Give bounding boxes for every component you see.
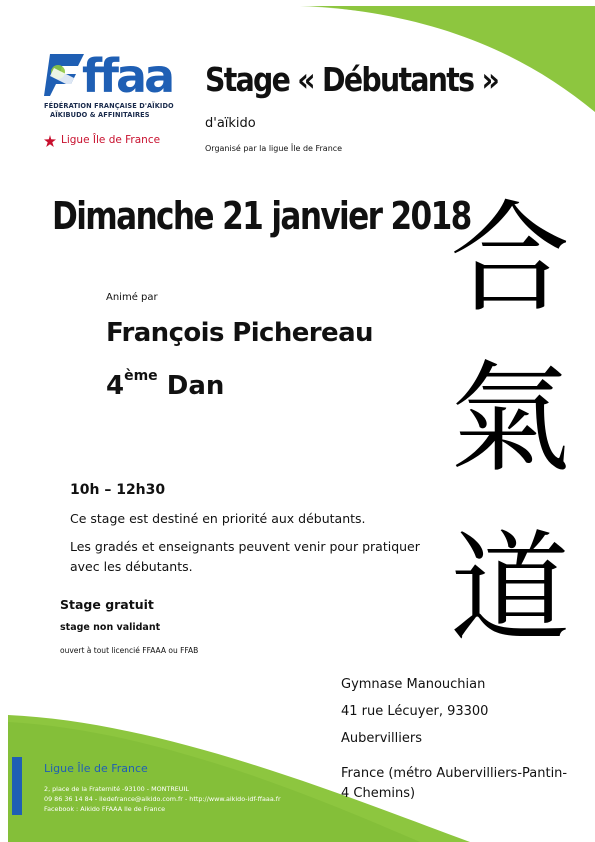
event-date: Dimanche 21 janvier 2018 xyxy=(52,194,471,238)
venue-transport-line2: 4 Chemins) xyxy=(341,786,416,801)
ffaaa-mark-icon xyxy=(44,48,174,100)
kanji-ai: 合 xyxy=(450,190,570,329)
footer-ligue-label: Ligue Île de France xyxy=(44,762,148,775)
teacher-name: François Pichereau xyxy=(106,318,373,348)
logo-ligue-label: Ligue Île de France xyxy=(61,134,161,146)
federation-name-line1: FÉDÉRATION FRANÇAISE D'AÏKIDO xyxy=(44,102,174,110)
animated-by-label: Animé par xyxy=(106,292,158,303)
organiser-text: Organisé par la ligue Île de France xyxy=(205,144,343,153)
priority-text: Ce stage est destiné en priorité aux débutants. xyxy=(70,511,366,526)
venue-name: Gymnase Manouchian xyxy=(341,677,486,692)
red-star-icon xyxy=(44,135,56,147)
grade-number: 4 xyxy=(106,371,125,401)
kanji-ki: 氣 xyxy=(450,350,570,489)
kanji-do: 道 xyxy=(450,520,570,659)
logo-brand-text: ffaa xyxy=(82,49,173,100)
non-validant-label: stage non validant xyxy=(60,622,161,633)
subtitle: d'aïkido xyxy=(205,116,256,131)
free-label: Stage gratuit xyxy=(60,597,154,612)
grade-superscript: ème xyxy=(124,368,158,384)
federation-name-line2: AÏKIBUDO & AFFINITAIRES xyxy=(50,111,150,119)
footer-contacts: 09 86 36 14 84 - iledefrance@aikido.com.fr - http://www.aikido-idf-ffaaa.fr xyxy=(44,795,281,803)
ffaaa-logo xyxy=(44,48,174,158)
venue-transport-line1: France (métro Aubervilliers-Pantin- xyxy=(341,766,568,781)
grade-word: Dan xyxy=(166,371,225,401)
venue-street: 41 rue Lécuyer, 93300 xyxy=(341,704,489,719)
teacher-grade xyxy=(106,368,224,401)
others-text: Les gradés et enseignants peuvent venir pour pratiquer avec les débutants. xyxy=(70,539,420,574)
open-to-text: ouvert à tout licencié FFAAA ou FFAB xyxy=(60,646,199,655)
event-hours: 10h – 12h30 xyxy=(70,482,166,498)
footer-blue-bar xyxy=(12,757,22,815)
venue-city: Aubervilliers xyxy=(341,731,422,746)
footer-facebook: Facebook : Aikido FFAAA Ile de France xyxy=(44,805,166,813)
footer-address: 2, place de la Fraternité -93100 - MONTREUIL xyxy=(44,785,189,793)
page-title: Stage « Débutants » xyxy=(205,60,499,99)
